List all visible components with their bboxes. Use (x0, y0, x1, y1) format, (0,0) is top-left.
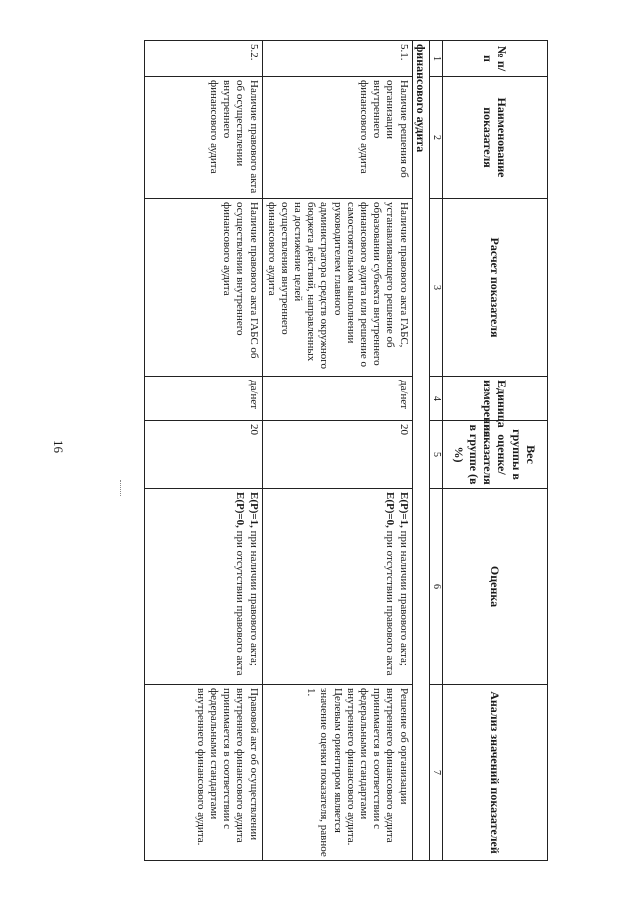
row-weight: 20 (144, 421, 262, 489)
score-formula: E(P)=0, (234, 492, 247, 528)
column-number: 4 (430, 377, 443, 421)
rotated-table-container (188, 40, 548, 860)
column-number: 3 (430, 199, 443, 377)
score-formula: E(P)=0, (384, 492, 397, 528)
score-condition: при отсутствии правового акта (384, 527, 397, 676)
header-score: Оценка (443, 489, 548, 685)
row-analysis: Решение об организации внутреннего финансового аудита принимается в соответствии с федеральными стандартами внутреннего финансового аудита. Целевым ориентиром является значение оценки показателя, равное 1. (262, 685, 412, 861)
score-condition: при наличии правового акта; (397, 527, 410, 666)
section-title: финансового аудита (412, 41, 429, 861)
header-unit: Единица измерения (443, 377, 548, 421)
row-no: 5.2. (144, 41, 262, 77)
column-number: 2 (430, 77, 443, 199)
score-condition: при наличии правового акта; (247, 527, 260, 666)
column-number-row (430, 41, 443, 861)
row-name: Наличие правового акта об осуществлении внутреннего финансового аудита (144, 77, 262, 199)
row-score (144, 489, 262, 685)
header-weight: Вес группы в оценке/ показателя в группе (в %) (443, 421, 548, 489)
column-number: 5 (430, 421, 443, 489)
row-no: 5.1. (262, 41, 412, 77)
section-row (412, 41, 429, 861)
row-unit: да/нет (144, 377, 262, 421)
table-row (262, 41, 412, 861)
header-no: № п/п (443, 41, 548, 77)
column-number: 1 (430, 41, 443, 77)
indicator-table (144, 40, 548, 861)
table-row (144, 41, 262, 861)
score-condition: при отсутствии правового акта (234, 527, 247, 676)
header-row (443, 41, 548, 861)
header-analysis: Анализ значений показателей (443, 685, 548, 861)
row-score (262, 489, 412, 685)
row-analysis: Правовой акт об осуществлении внутреннего финансового аудита принимается в соответствии с федеральными стандартами внутреннего финансового аудита. (144, 685, 262, 861)
score-formula: E(P)=1, (397, 492, 410, 528)
row-unit: да/нет (262, 377, 412, 421)
pen-mark (120, 480, 129, 496)
row-name: Наличие решения об организации внутреннего финансового аудита (262, 77, 412, 199)
score-formula: E(P)=1, (247, 492, 260, 528)
header-name: Наименование показателя (443, 77, 548, 199)
row-weight: 20 (262, 421, 412, 489)
row-calc: Наличие правового акта ГАБС об осуществлении внутреннего финансового аудита (144, 199, 262, 377)
page-number: 16 (51, 440, 66, 453)
column-number: 7 (430, 685, 443, 861)
row-calc: Наличие правового акта ГАБС, устанавливающего решение об образовании субъекта внутреннего финансового аудита или решение о самостоятельном выполнении руководителем главного администратора средств окружного бюджета действий, направленных на достижение целей осуществления внутреннего финансового аудита (262, 199, 412, 377)
column-number: 6 (430, 489, 443, 685)
header-calc: Расчет показателя (443, 199, 548, 377)
